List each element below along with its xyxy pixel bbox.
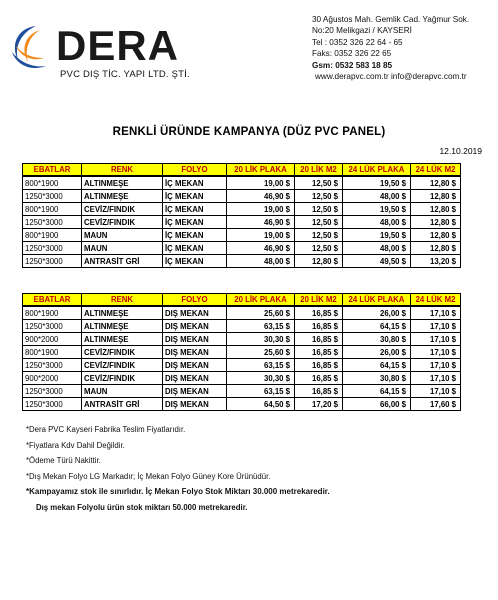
table-cell: 13,20 $: [411, 255, 461, 268]
table-cell: 1250*3000: [23, 385, 82, 398]
table-cell: 63,15 $: [227, 320, 295, 333]
table-cell: 25,60 $: [227, 346, 295, 359]
table-cell: 66,00 $: [343, 398, 411, 411]
column-header: EBATLAR: [23, 294, 82, 307]
table-cell: ALTINMEŞE: [82, 306, 163, 320]
web-email: www.derapvc.com.tr info@derapvc.com.tr: [315, 72, 467, 82]
company-logo: [6, 22, 196, 82]
table-cell: 46,90 $: [227, 242, 295, 255]
table-cell: 1250*3000: [23, 190, 82, 203]
table-cell: 46,90 $: [227, 190, 295, 203]
table-cell: 12,50 $: [295, 190, 343, 203]
table-cell: 12,50 $: [295, 229, 343, 242]
table-cell: 1250*3000: [23, 359, 82, 372]
table-cell: 19,50 $: [343, 203, 411, 216]
column-header: 24 LÜK PLAKA: [343, 164, 411, 177]
table-cell: 48,00 $: [343, 190, 411, 203]
address-line-2: No:20 Melikgazi / KAYSERİ: [312, 26, 412, 36]
table-row: [23, 346, 461, 359]
table-cell: ANTRASİT GRİ: [82, 398, 163, 411]
logo-wordmark: DERA: [56, 22, 180, 69]
table-cell: 12,80 $: [411, 176, 461, 190]
table-cell: 17,10 $: [411, 306, 461, 320]
table-cell: 19,50 $: [343, 229, 411, 242]
table-cell: 1250*3000: [23, 242, 82, 255]
table-cell: 17,10 $: [411, 320, 461, 333]
column-header: 20 LİK PLAKA: [227, 294, 295, 307]
contact-info: [312, 14, 498, 82]
column-header: RENK: [82, 164, 163, 177]
table-cell: MAUN: [82, 242, 163, 255]
table-cell: 1250*3000: [23, 398, 82, 411]
table-cell: 64,50 $: [227, 398, 295, 411]
column-header: 20 LİK PLAKA: [227, 164, 295, 177]
table-cell: 1250*3000: [23, 255, 82, 268]
outdoor-price-table: [22, 293, 461, 411]
table-cell: 26,00 $: [343, 306, 411, 320]
table-row: [23, 190, 461, 203]
table-row: [23, 359, 461, 372]
table-row: [23, 398, 461, 411]
note-item: Dış mekan Folyolu ürün stok miktarı 50.000 metrekaredir.: [36, 502, 248, 512]
table-cell: 48,00 $: [343, 242, 411, 255]
table-cell: 19,50 $: [343, 176, 411, 190]
table-cell: 12,50 $: [295, 176, 343, 190]
table-cell: 19,00 $: [227, 176, 295, 190]
table-cell: 16,85 $: [295, 359, 343, 372]
table-cell: 30,30 $: [227, 333, 295, 346]
address-line-1: 30 Ağustos Mah. Gemlik Cad. Yağmur Sok.: [312, 15, 470, 24]
column-header: 24 LÜK M2: [411, 164, 461, 177]
table-cell: DIŞ MEKAN: [163, 346, 227, 359]
table-cell: 49,50 $: [343, 255, 411, 268]
table-cell: 12,50 $: [295, 216, 343, 229]
table-cell: İÇ MEKAN: [163, 176, 227, 190]
table-cell: ALTINMEŞE: [82, 176, 163, 190]
table-cell: 17,10 $: [411, 372, 461, 385]
table-row: [23, 333, 461, 346]
table-cell: 17,10 $: [411, 346, 461, 359]
table-cell: 800*1900: [23, 203, 82, 216]
table-cell: 16,85 $: [295, 306, 343, 320]
fax: Faks: 0352 326 22 65: [312, 49, 392, 59]
table-cell: 19,00 $: [227, 203, 295, 216]
note-item: *Fiyatlara Kdv Dahil Değildir.: [26, 440, 125, 450]
column-header: 20 LİK M2: [295, 164, 343, 177]
logo-swoosh-icon: [6, 22, 62, 74]
table-header-row: [23, 294, 461, 307]
table-cell: 64,15 $: [343, 359, 411, 372]
table-cell: 16,85 $: [295, 346, 343, 359]
table-row: [23, 242, 461, 255]
table-cell: İÇ MEKAN: [163, 203, 227, 216]
table-cell: 12,50 $: [295, 203, 343, 216]
table-cell: DIŞ MEKAN: [163, 333, 227, 346]
table-cell: 25,60 $: [227, 306, 295, 320]
column-header: 24 LÜK M2: [411, 294, 461, 307]
table-cell: İÇ MEKAN: [163, 190, 227, 203]
table-cell: İÇ MEKAN: [163, 242, 227, 255]
table-row: [23, 176, 461, 190]
column-header: 24 LÜK PLAKA: [343, 294, 411, 307]
table-cell: 12,80 $: [411, 203, 461, 216]
table-cell: 17,20 $: [295, 398, 343, 411]
indoor-price-table: [22, 163, 461, 268]
table-cell: 800*1900: [23, 229, 82, 242]
table-cell: 16,85 $: [295, 372, 343, 385]
table-cell: CEVİZ/FINDIK: [82, 203, 163, 216]
column-header: RENK: [82, 294, 163, 307]
phone: Tel : 0352 326 22 64 - 65: [312, 37, 403, 47]
table-cell: 64,15 $: [343, 385, 411, 398]
note-item: *Dera PVC Kayseri Fabrika Teslim Fiyatlarıdır.: [26, 425, 186, 434]
table-cell: DIŞ MEKAN: [163, 359, 227, 372]
table-cell: CEVİZ/FINDIK: [82, 216, 163, 229]
table-cell: DIŞ MEKAN: [163, 320, 227, 333]
table-row: [23, 320, 461, 333]
table-cell: 12,80 $: [411, 216, 461, 229]
note-item: *Kampayamız stok ile sınırlıdır. İç Mekan Folyo Stok Miktarı 30.000 metrekaredir.: [26, 487, 330, 496]
column-header: EBATLAR: [23, 164, 82, 177]
gsm: Gsm: 0532 583 18 85: [312, 60, 393, 70]
table-row: [23, 372, 461, 385]
table-cell: DIŞ MEKAN: [163, 372, 227, 385]
document-title: RENKLİ ÜRÜNDE KAMPANYA (DÜZ PVC PANEL): [112, 126, 386, 138]
table-cell: 17,10 $: [411, 333, 461, 346]
indoor-table-body: [23, 176, 461, 268]
table-cell: 17,10 $: [411, 359, 461, 372]
table-cell: 16,85 $: [295, 385, 343, 398]
table-cell: 30,80 $: [343, 372, 411, 385]
logo-subtitle: PVC DIŞ TİC. YAPI LTD. ŞTİ.: [60, 69, 190, 80]
note-item: *Ödeme Türü Nakittir.: [26, 456, 101, 465]
table-cell: CEVİZ/FINDIK: [82, 359, 163, 372]
table-cell: 17,60 $: [411, 398, 461, 411]
table-header-row: [23, 164, 461, 177]
table-cell: İÇ MEKAN: [163, 255, 227, 268]
table-cell: ALTINMEŞE: [82, 190, 163, 203]
table-cell: 63,15 $: [227, 385, 295, 398]
table-row: [23, 229, 461, 242]
document-date: 12.10.2019: [439, 146, 482, 156]
table-cell: 12,80 $: [411, 190, 461, 203]
table-cell: 12,80 $: [295, 255, 343, 268]
table-cell: 1250*3000: [23, 320, 82, 333]
column-header: 20 LİK M2: [295, 294, 343, 307]
table-cell: 48,00 $: [227, 255, 295, 268]
table-cell: 12,80 $: [411, 229, 461, 242]
column-header: FOLYO: [163, 294, 227, 307]
table-cell: ALTINMEŞE: [82, 333, 163, 346]
table-cell: 12,50 $: [295, 242, 343, 255]
table-cell: 800*1900: [23, 306, 82, 320]
table-cell: 900*2000: [23, 333, 82, 346]
table-cell: 800*1900: [23, 346, 82, 359]
table-cell: DIŞ MEKAN: [163, 398, 227, 411]
table-cell: 48,00 $: [343, 216, 411, 229]
table-cell: DIŞ MEKAN: [163, 385, 227, 398]
table-row: [23, 216, 461, 229]
table-cell: 800*1900: [23, 176, 82, 190]
table-row: [23, 203, 461, 216]
table-cell: 17,10 $: [411, 385, 461, 398]
column-header: FOLYO: [163, 164, 227, 177]
table-cell: 63,15 $: [227, 359, 295, 372]
table-cell: 30,80 $: [343, 333, 411, 346]
table-cell: CEVİZ/FINDIK: [82, 346, 163, 359]
table-cell: 16,85 $: [295, 320, 343, 333]
table-cell: İÇ MEKAN: [163, 229, 227, 242]
table-cell: 30,30 $: [227, 372, 295, 385]
table-cell: 16,85 $: [295, 333, 343, 346]
table-cell: 900*2000: [23, 372, 82, 385]
table-cell: CEVİZ/FINDIK: [82, 372, 163, 385]
table-cell: DIŞ MEKAN: [163, 306, 227, 320]
table-cell: MAUN: [82, 229, 163, 242]
outdoor-table-body: [23, 306, 461, 411]
table-cell: ANTRASİT GRİ: [82, 255, 163, 268]
note-item: *Dış Mekan Folyo LG Markadır; İç Mekan Folyo Güney Kore Ürünüdür.: [26, 471, 271, 481]
table-cell: 1250*3000: [23, 216, 82, 229]
table-cell: ALTINMEŞE: [82, 320, 163, 333]
table-cell: 12,80 $: [411, 242, 461, 255]
table-cell: İÇ MEKAN: [163, 216, 227, 229]
table-cell: 64,15 $: [343, 320, 411, 333]
table-cell: 26,00 $: [343, 346, 411, 359]
table-row: [23, 255, 461, 268]
table-cell: 19,00 $: [227, 229, 295, 242]
table-cell: MAUN: [82, 385, 163, 398]
notes: [26, 425, 486, 518]
table-row: [23, 385, 461, 398]
table-row: [23, 306, 461, 320]
table-cell: 46,90 $: [227, 216, 295, 229]
